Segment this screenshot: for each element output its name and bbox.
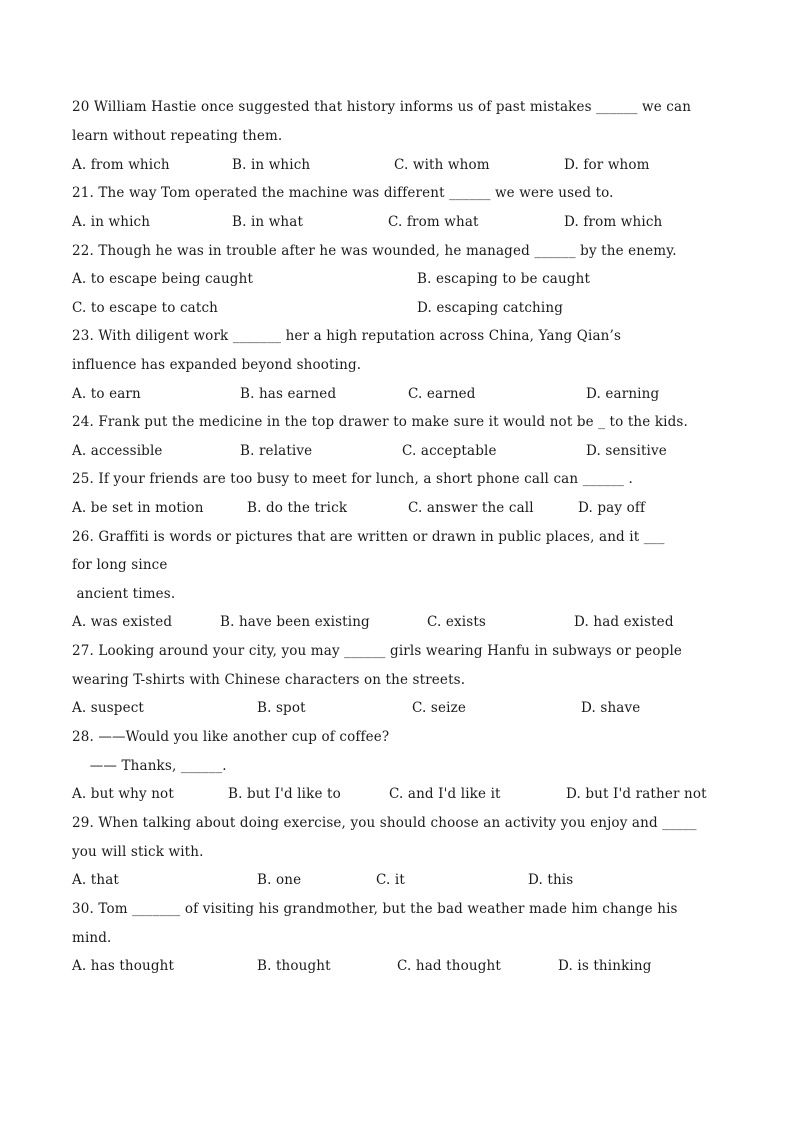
option-c[interactable]: C. earned <box>408 386 476 402</box>
option-a[interactable]: A. that <box>72 872 119 888</box>
question-text: ancient times. <box>72 586 176 602</box>
question-text: 30. Tom _______ of visiting his grandmother, but the bad weather made him change his <box>72 901 678 917</box>
option-a[interactable]: A. to escape being caught <box>72 271 254 287</box>
question-text: 23. With diligent work _______ her a high reputation across China, Yang Qian’s <box>72 328 622 344</box>
option-d[interactable]: D. this <box>528 872 574 888</box>
option-c[interactable]: C. it <box>376 872 405 888</box>
option-c[interactable]: C. had thought <box>397 958 501 974</box>
option-b[interactable]: B. relative <box>240 443 313 459</box>
option-a[interactable]: A. from which <box>72 157 170 173</box>
option-d[interactable]: D. from which <box>564 214 663 230</box>
option-d[interactable]: D. but I'd rather not <box>566 786 707 802</box>
question-text: learn without repeating them. <box>72 128 283 144</box>
option-a[interactable]: A. but why not <box>72 786 174 802</box>
question-text: 29. When talking about doing exercise, you should choose an activity you enjoy and _____ <box>72 815 697 831</box>
option-a[interactable]: A. suspect <box>72 700 144 716</box>
option-a[interactable]: A. accessible <box>72 443 163 459</box>
option-d[interactable]: D. had existed <box>574 614 674 630</box>
option-a[interactable]: A. to earn <box>72 386 141 402</box>
question-text: for long since <box>72 557 168 573</box>
question-text: you will stick with. <box>72 844 204 860</box>
question-text: 27. Looking around your city, you may ______ girls wearing Hanfu in subways or people <box>72 643 683 659</box>
option-d[interactable]: D. is thinking <box>558 958 652 974</box>
option-b[interactable]: B. in which <box>232 157 311 173</box>
option-c[interactable]: C. and I'd like it <box>389 786 501 802</box>
option-b[interactable]: B. have been existing <box>220 614 370 630</box>
option-a[interactable]: A. in which <box>72 214 151 230</box>
question-text: 26. Graffiti is words or pictures that are written or drawn in public places, and it ___ <box>72 529 665 545</box>
question-text: 24. Frank put the medicine in the top drawer to make sure it would not be _ to the kids. <box>72 414 688 430</box>
question-text: 28. ——Would you like another cup of coffee? <box>72 729 390 745</box>
option-b[interactable]: B. spot <box>257 700 306 716</box>
option-a[interactable]: A. be set in motion <box>72 500 204 516</box>
question-text: influence has expanded beyond shooting. <box>72 357 362 373</box>
option-d[interactable]: D. escaping catching <box>417 300 563 316</box>
option-b[interactable]: B. escaping to be caught <box>417 271 591 287</box>
question-text: 25. If your friends are too busy to meet for lunch, a short phone call can ______ . <box>72 471 633 487</box>
option-d[interactable]: D. for whom <box>564 157 650 173</box>
option-d[interactable]: D. earning <box>586 386 660 402</box>
option-c[interactable]: C. from what <box>388 214 479 230</box>
option-c[interactable]: C. answer the call <box>408 500 534 516</box>
question-text: wearing T-shirts with Chinese characters on the streets. <box>72 672 466 688</box>
question-text: 22. Though he was in trouble after he was wounded, he managed ______ by the enemy. <box>72 243 677 259</box>
option-d[interactable]: D. pay off <box>578 500 646 516</box>
option-b[interactable]: B. in what <box>232 214 304 230</box>
option-a[interactable]: A. was existed <box>72 614 173 630</box>
option-b[interactable]: B. thought <box>257 958 331 974</box>
option-b[interactable]: B. has earned <box>240 386 337 402</box>
option-d[interactable]: D. shave <box>581 700 641 716</box>
question-text: mind. <box>72 930 112 946</box>
question-text: —— Thanks, ______. <box>72 758 227 774</box>
option-b[interactable]: B. but I'd like to <box>228 786 341 802</box>
option-a[interactable]: A. has thought <box>72 958 175 974</box>
option-b[interactable]: B. one <box>257 872 302 888</box>
question-text: 21. The way Tom operated the machine was different ______ we were used to. <box>72 185 614 201</box>
option-d[interactable]: D. sensitive <box>586 443 667 459</box>
option-c[interactable]: C. with whom <box>394 157 490 173</box>
option-c[interactable]: C. seize <box>412 700 466 716</box>
option-c[interactable]: C. exists <box>427 614 486 630</box>
option-b[interactable]: B. do the trick <box>247 500 348 516</box>
question-text: 20 William Hastie once suggested that history informs us of past mistakes ______ we can <box>72 99 692 115</box>
option-c[interactable]: C. acceptable <box>402 443 497 459</box>
option-c[interactable]: C. to escape to catch <box>72 300 219 316</box>
